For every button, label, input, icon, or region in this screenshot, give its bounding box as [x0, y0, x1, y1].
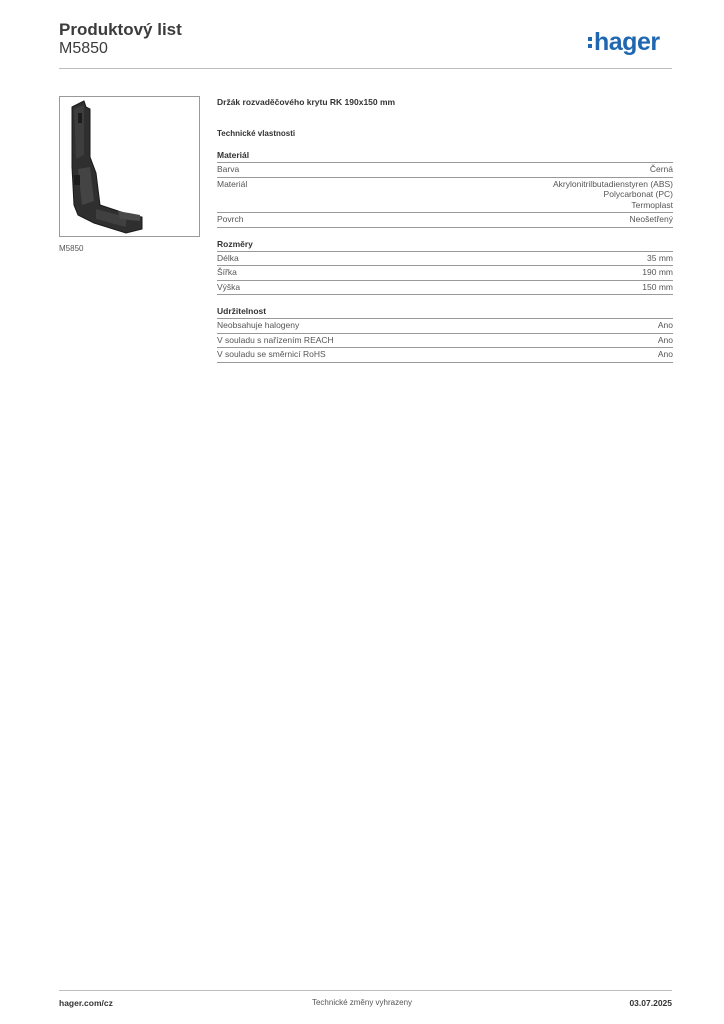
footer-divider [59, 990, 672, 991]
table-row [217, 213, 673, 228]
row-label: V souladu se směrnicí RoHS [217, 349, 326, 359]
row-label: V souladu s nařízením REACH [217, 334, 334, 345]
row-label: Šířka [217, 267, 237, 277]
table-row [217, 266, 673, 281]
header-divider [59, 68, 672, 69]
table-row [217, 252, 673, 267]
row-value: Ano [657, 349, 673, 359]
table-row [217, 163, 673, 178]
row-value: 190 mm [642, 267, 673, 277]
technical-properties-heading: Technické vlastnosti [217, 129, 296, 138]
product-details [217, 96, 673, 363]
row-value: Neošetřený [629, 214, 673, 224]
logo-colon-icon [588, 37, 592, 48]
row-label: Povrch [217, 214, 244, 224]
row-value: Černá [649, 164, 673, 174]
logo-text: hager [594, 28, 660, 56]
row-label: Barva [217, 164, 240, 174]
table-row [217, 281, 673, 296]
section-material [217, 149, 673, 228]
row-value-line: Polycarbonat (PC) [603, 189, 673, 199]
footer-date: 03.07.2025 [629, 998, 672, 1008]
row-value-line: Akrylonitrilbutadienstyren (ABS) [553, 178, 673, 189]
table-row [217, 348, 673, 363]
footer-website-link[interactable]: hager.com/cz [59, 998, 113, 1008]
page-title: Produktový list [59, 20, 182, 39]
row-value: Ano [657, 334, 673, 345]
product-image [59, 96, 200, 237]
product-code: M5850 [59, 40, 108, 57]
image-caption: M5850 [59, 244, 84, 253]
section-title: Materiál [217, 149, 673, 163]
section-dimensions [217, 238, 673, 296]
table-row [217, 334, 673, 349]
table-row [217, 178, 673, 214]
row-label: Výška [217, 281, 241, 292]
row-label: Délka [217, 252, 239, 263]
section-sustainability [217, 305, 673, 363]
section-title: Rozměry [217, 238, 673, 252]
table-row [217, 319, 673, 334]
row-value: Ano [657, 320, 673, 330]
row-value: 150 mm [642, 281, 673, 292]
footer-note: Technické změny vyhrazeny [311, 998, 413, 1007]
row-value: 35 mm [647, 252, 673, 263]
product-name: Držák rozvaděčového krytu RK 190x150 mm [217, 97, 396, 107]
row-label: Neobsahuje halogeny [217, 320, 300, 330]
section-title: Udržitelnost [217, 305, 673, 319]
row-label: Materiál [217, 178, 248, 189]
bracket-illustration-icon [60, 97, 199, 236]
hager-logo[interactable] [588, 26, 660, 58]
row-value-line: Termoplast [631, 199, 673, 210]
row-value [553, 179, 673, 211]
